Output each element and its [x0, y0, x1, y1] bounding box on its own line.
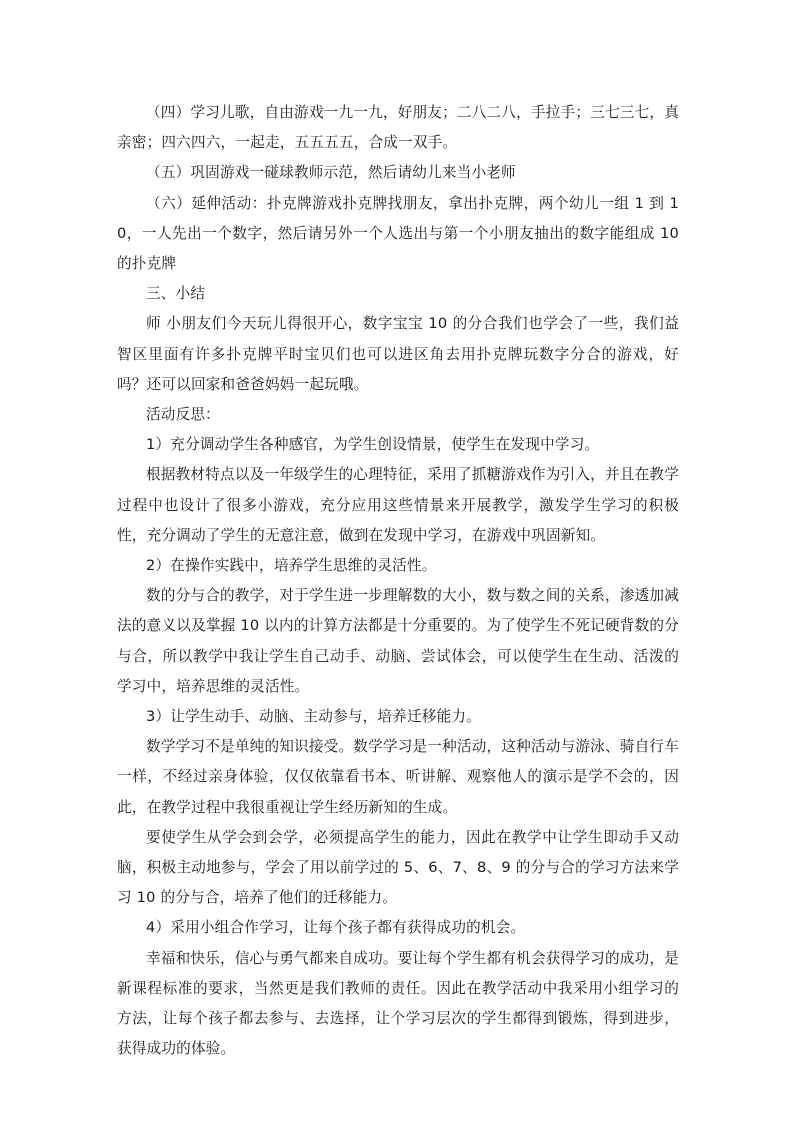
paragraph-teacher-summary: 师 小朋友们今天玩儿得很开心，数字宝宝 10 的分合我们也学会了一些，我们益智区里面有许多扑克牌平时宝贝们也可以进区角去用扑克牌玩数字分合的游戏，好吗？还可以回家和爸爸妈妈一起玩哦。: [117, 315, 679, 393]
document-page: [117, 98, 679, 1065]
reflection-point-1: 1）充分调动学生各种感官，为学生创设情景，使学生在发现中学习。: [146, 436, 600, 454]
reflection-paragraph-3a: 数学学习不是单纯的知识接受。数学学习是一种活动，这种活动与游泳、骑自行车一样，不经过亲身体验，仅仅依靠看书本、听讲解、观察他人的演示是学不会的，因此，在教学过程中我很重视让学生经历新知的生成。: [117, 738, 679, 816]
section-heading-reflection: 活动反思：: [146, 406, 220, 424]
paragraph-extension-activity: （六）延伸活动：扑克牌游戏扑克牌找朋友，拿出扑克牌，两个幼儿一组 1 到 10，一人先出一个数字，然后请另外一个人选出与第一个小朋友抽出的数字能组成 10 的扑克牌: [117, 194, 679, 273]
reflection-point-2: 2）在操作实践中，培养学生思维的灵活性。: [146, 557, 437, 575]
reflection-paragraph-2: 数的分与合的教学，对于学生进一步理解数的大小，数与数之间的关系，渗透加减法的意义以及掌握 10 以内的计算方法都是十分重要的。为了使学生不死记硬背数的分与合，所以教学中我让学生自己动手、动脑、尝试体会，可以使学生在生动、活泼的学习中，培养思维的灵活性。: [117, 587, 679, 695]
reflection-point-3: 3）让学生动手、动脑、主动参与，培养迁移能力。: [146, 708, 481, 726]
reflection-paragraph-1: 根据教材特点以及一年级学生的心理特征，采用了抓糖游戏作为引入，并且在教学过程中也设计了很多小游戏，充分应用这些情景来开展教学，激发学生学习的积极性，充分调动了学生的无意注意，做到在发现中学习，在游戏中巩固新知。: [117, 466, 679, 544]
paragraph-song: （四）学习儿歌，自由游戏一九一九，好朋友；二八二八，手拉手；三七三七，真亲密；四六四六，一起走，五五五五，合成一双手。: [117, 104, 679, 152]
reflection-paragraph-4: 幸福和快乐，信心与勇气都来自成功。要让每个学生都有机会获得学习的成功，是新课程标准的要求，当然更是我们教师的责任。因此在教学活动中我采用小组学习的方法，让每个孩子都去参与、去选择，让个学习层次的学生都得到锻炼，得到进步，获得成功的体验。: [117, 949, 679, 1058]
reflection-paragraph-3b: 要使学生从学会到会学，必须提高学生的能力，因此在教学中让学生即动手又动脑，积极主动地参与，学会了用以前学过的 5、6、7、8、9 的分与合的学习方法来学习 10 的分与合，培养了他们的迁移能力。: [117, 828, 679, 907]
section-heading-summary: 三、小结: [146, 285, 206, 303]
paragraph-consolidation-game: （五）巩固游戏一碰球教师示范，然后请幼儿来当小老师: [146, 164, 516, 182]
reflection-point-4: 4）采用小组合作学习，让每个孩子都有获得成功的机会。: [146, 919, 526, 937]
